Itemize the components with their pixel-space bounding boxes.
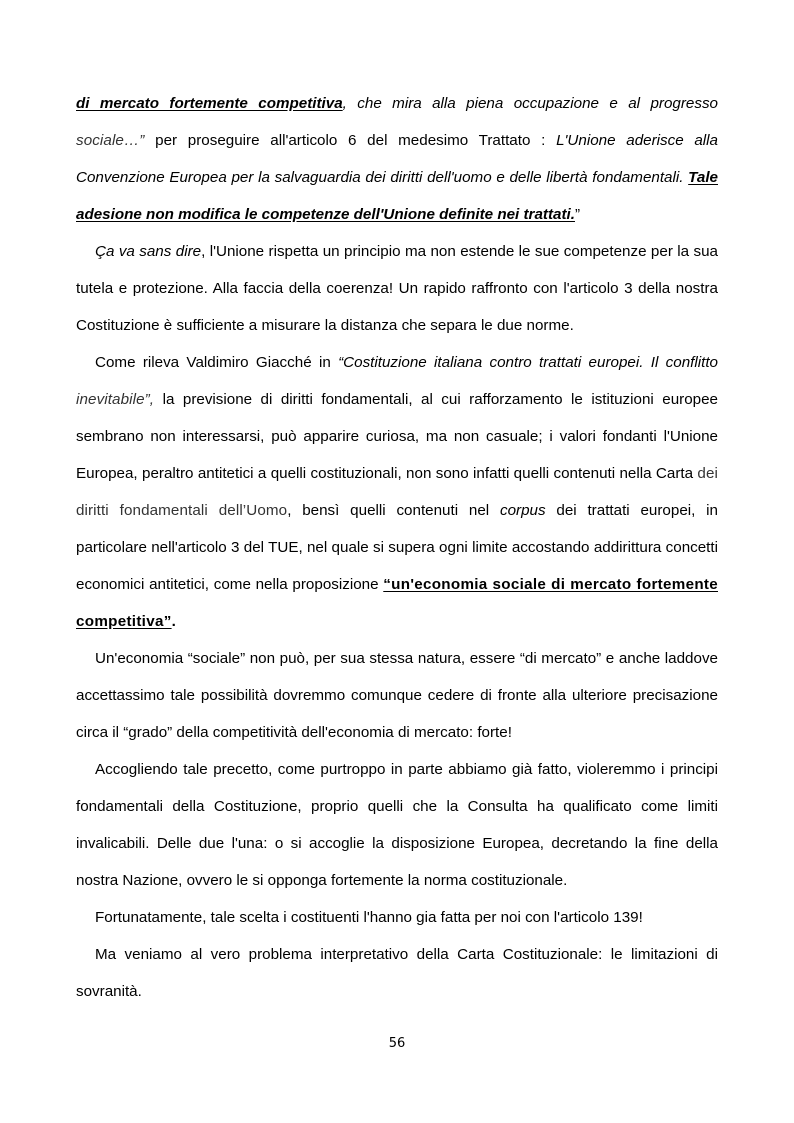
paragraph xyxy=(76,85,718,233)
text-span: ” xyxy=(574,206,581,223)
text-span: L'Unione aderisce alla Convenzione Europea per la salvaguardia dei diritti dell'uomo e delle libertà fondamentali. xyxy=(76,132,719,186)
text-span: dei trattati europei, in particolare nell'articolo 3 del TUE, nel quale si supera ogni limite accostando addirittura concetti economici antitetici, come nella proposizione xyxy=(76,502,718,593)
paragraph xyxy=(76,233,718,344)
paragraph xyxy=(76,640,718,751)
paragraph xyxy=(76,899,718,936)
text-span: Fortunatamente, tale scelta i costituenti l'hanno gia fatta per noi con l'articolo 139! xyxy=(95,909,643,926)
page-number: 56 xyxy=(388,1036,406,1051)
text-span: Come rileva Valdimiro Giacché in xyxy=(95,354,339,371)
text-span: , bensì quelli contenuti nel xyxy=(287,502,500,519)
text-span: la previsione di diritti fondamentali, al cui rafforzamento le istituzioni europee sembrano non interessarsi, può apparire curiosa, ma non casuale; i valori fondanti l'Unione Europea, peraltro antitetici a quelli costituzionali, non sono infatti quelli contenuti nella Carta xyxy=(76,391,718,482)
text-span: sociale…” xyxy=(76,132,145,149)
text-span: Tale adesione non modifica le competenze dell'Unione definite nei trattati. xyxy=(76,169,718,223)
paragraph xyxy=(76,344,718,640)
page-body xyxy=(76,85,718,1010)
text-span: Accogliendo tale precetto, come purtroppo in parte abbiamo già fatto, violeremmo i principi fondamentali della Costituzione, proprio quelli che la Consulta ha qualificato come limiti invalicabili. Delle due l'una: o si accoglie la disposizione Europea, decretando la fine della nostra Nazione, ovvero le si opponga fortemente la norma costituzionale. xyxy=(76,761,718,889)
text-span: , che mira alla piena occupazione e al progresso xyxy=(342,95,718,112)
text-span: Un'economia “sociale” non può, per sua stessa natura, essere “di mercato” e anche laddove accettassimo tale possibilità dovremmo comunque cedere di fronte alla ulteriore precisazione circa il “grado” della competitività dell'economia di mercato: forte! xyxy=(76,650,718,741)
text-span: inevitabile”, xyxy=(76,391,155,408)
text-span: , l'Unione rispetta un principio ma non estende le sue competenze per la sua tutela e protezione. Alla faccia della coerenza! Un rapido raffronto con l'articolo 3 della nostra Costituzione è sufficiente a misurare la distanza che separa le due norme. xyxy=(76,243,718,334)
text-span: Ma veniamo al vero problema interpretativo della Carta Costituzionale: le limitazioni di sovranità. xyxy=(76,946,718,1000)
text-span: di mercato fortemente competitiva xyxy=(76,95,343,112)
text-span: corpus xyxy=(499,502,546,519)
text-span: “un'economia sociale di mercato fortemente competitiva” xyxy=(76,576,718,630)
paragraph xyxy=(76,751,718,899)
text-span: “Costituzione italiana contro trattati europei. Il conflitto xyxy=(338,354,719,371)
text-span: per proseguire all'articolo 6 del medesimo Trattato : xyxy=(144,132,557,149)
text-span: dei diritti fondamentali dell’Uomo xyxy=(76,465,718,519)
text-span: Ça va sans dire xyxy=(95,243,202,260)
paragraph xyxy=(76,936,718,1010)
text-span: . xyxy=(171,613,176,630)
